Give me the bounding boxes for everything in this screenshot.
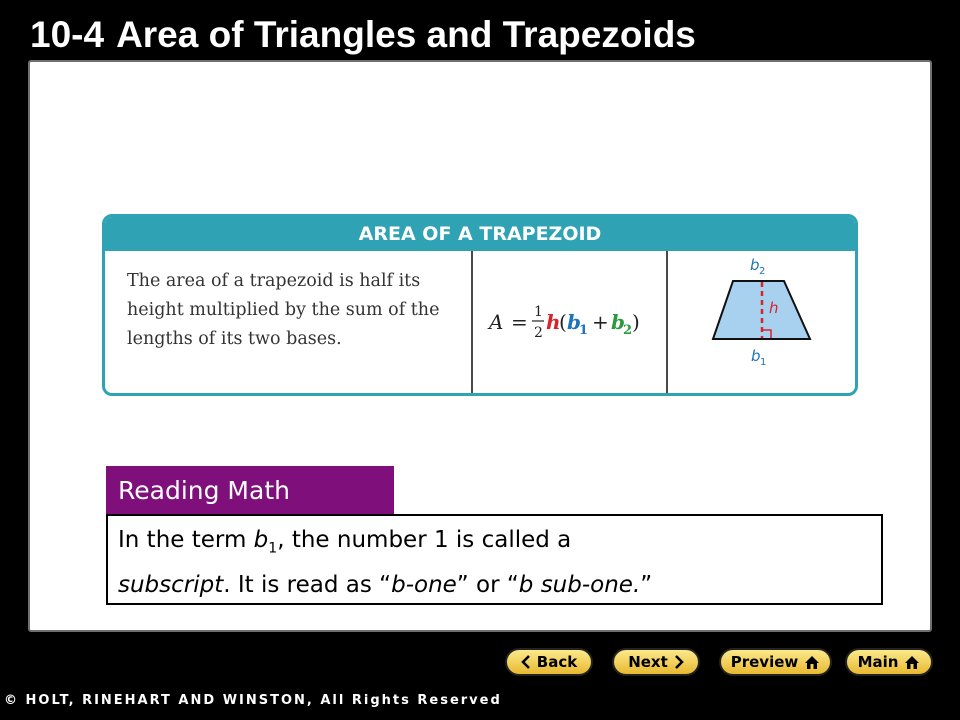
rm-reading-one: b-one (391, 571, 457, 598)
home-icon (904, 655, 920, 670)
chevron-left-icon (521, 655, 531, 669)
lesson-number: 10-4 (30, 14, 105, 55)
height-label: h (769, 299, 779, 317)
rm-reading-two: b sub-one. (518, 571, 641, 598)
chevron-right-icon (674, 655, 684, 669)
concept-body (105, 251, 855, 393)
rm-line1-suffix: , the number 1 is called a (277, 527, 572, 553)
formula-b2-sub: 2 (623, 323, 633, 338)
formula-h: h (546, 310, 561, 334)
rm-term-b: b (253, 527, 269, 553)
bottom-base-sub: 1 (760, 357, 767, 368)
preview-label: Preview (730, 653, 799, 671)
concept-heading: AREA OF A TRAPEZOID (105, 217, 855, 251)
reading-math-box (106, 514, 883, 605)
main-button[interactable] (845, 648, 933, 676)
formula-b2: b (611, 310, 625, 334)
formula-plus: + (592, 310, 609, 334)
bottom-base-label: b (751, 347, 761, 365)
top-base-label: b (750, 256, 760, 274)
next-button[interactable] (612, 648, 700, 676)
concept-description: The area of a trapezoid is half its height multiplied by the sum of the lengths of its two bases. (105, 251, 473, 393)
formula-b1: b (567, 310, 581, 334)
trapezoid-figure (668, 251, 855, 393)
formula-equals: = (511, 310, 528, 334)
formula-numerator: 1 (534, 304, 543, 320)
copyright-footer: © HOLT, RINEHART AND WINSTON, All Rights Reserved (4, 693, 502, 708)
formula-close-paren: ) (632, 310, 640, 334)
formula-b1-sub: 1 (579, 323, 589, 338)
formula-denominator: 2 (534, 325, 543, 341)
slide-title (30, 12, 930, 58)
top-base-sub: 2 (759, 266, 766, 277)
rm-term-sub: 1 (268, 540, 278, 557)
lesson-title: Area of Triangles and Trapezoids (116, 14, 696, 55)
formula-graphic (473, 251, 668, 393)
main-label: Main (857, 653, 899, 671)
trapezoid-diagram (668, 251, 853, 393)
back-button[interactable] (505, 648, 593, 676)
next-label: Next (628, 653, 668, 671)
rm-line2-end: ” (640, 571, 653, 598)
rm-line1-prefix: In the term (118, 527, 254, 553)
area-formula (473, 251, 668, 393)
formula-lhs: A (489, 310, 504, 334)
preview-button[interactable] (719, 648, 832, 676)
rm-line2-or: ” or “ (456, 571, 519, 598)
rm-word-subscript: subscript (118, 571, 224, 598)
area-trapezoid-box (102, 214, 858, 396)
formula-open-paren: ( (559, 310, 567, 334)
slide-content (28, 60, 932, 632)
rm-line2-mid: . It is read as “ (223, 571, 392, 598)
reading-math-tab: Reading Math (106, 466, 394, 516)
back-label: Back (536, 653, 578, 671)
home-icon (804, 655, 820, 670)
